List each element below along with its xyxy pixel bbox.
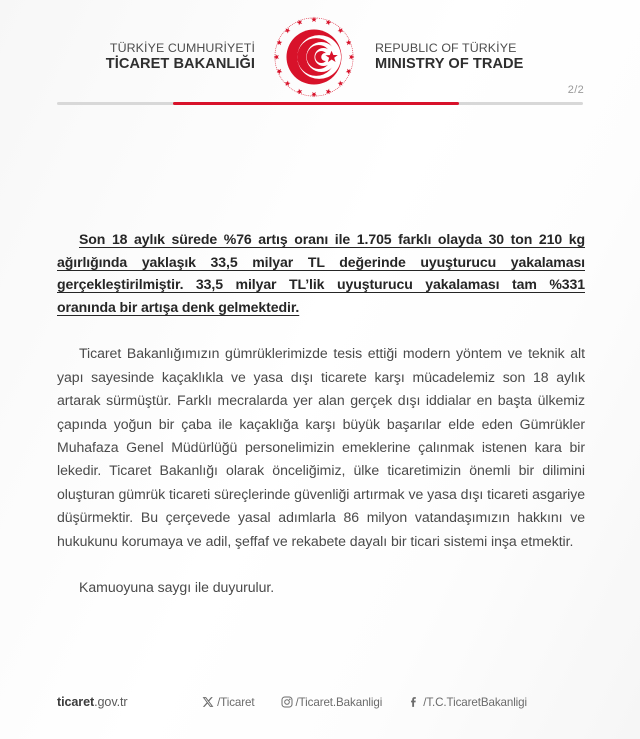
header-divider-accent [173,102,460,105]
brand-english-line1: REPUBLIC OF TÜRKİYE [375,40,517,55]
brand-english [357,41,557,74]
brand-turkish-line1: TÜRKİYE CUMHURİYETİ [109,40,255,55]
header-divider [57,102,583,105]
body-paragraph: Ticaret Bakanlığımızın gümrüklerimizde tesis ettiği modern yöntem ve teknik alt yapı sayesinde kaçaklıkla ve yasa dışı ticarete karşı mücadelemiz son 18 aylık artarak sürmüştür. Farklı mecralarda yer alan gerçek dışı iddialar en başta ülkemiz çapında yoğun bir çaba ile kaçaklığa karşı büyük başarılar elde eden Gümrükler Muhafaza Genel Müdürlüğü personelimizin emeklerine çalınmak istenen kara bir lekedir. Ticaret Bakanlığı olarak önceliğimiz, ülke ticaretimizin önemli bir dilimini oluşturan gümrük ticareti süreçlerinde güvenliği artırmak ve yasa dışı ticareti asgariye düşürmektir. Bu çerçevede yasal adımlarla 86 milyon vatandaşımızın hakkını ve hukukunu korumaya ve adil, şeffaf ve rekabete dayalı bir ticari sistemi inşa etmektir. [57,345,585,549]
brand-turkish [83,41,271,74]
facebook-icon [408,696,420,708]
social-handle-x: /Ticaret [217,695,255,709]
x-twitter-icon [202,696,214,708]
website-url-rest: .gov.tr [94,695,128,709]
social-handle-facebook: /T.C.TicaretBakanligi [423,695,527,709]
social-link-facebook[interactable] [408,696,527,709]
brand-turkish-line2: TİCARET BAKANLIĞI [105,56,255,73]
page-indicator: 2/2 [567,84,584,96]
document-content [57,228,585,599]
social-link-instagram[interactable] [281,696,383,709]
lead-paragraph [57,228,585,318]
header-brand-row [0,22,640,92]
instagram-icon [281,696,293,708]
social-link-x[interactable] [202,696,254,709]
document-footer [57,691,583,713]
ministry-emblem-icon [271,14,357,100]
social-links [202,696,583,709]
brand-english-line2: MINISTRY OF TRADE [375,56,524,73]
social-handle-instagram: /Ticaret.Bakanligi [295,695,383,709]
lead-paragraph-text: Son 18 aylık sürede %76 artış oranı ile 1.705 farklı olayda 30 ton 210 kg ağırlığında yaklaşık 33,5 milyar TL değerinde uyuşturucu yakalaması gerçekleştirilmiştir. 33,5 milyar TL’lik uyuşturucu yakalaması tam %331 oranında bir artışa denk gelmektedir. [57,231,585,315]
document-header [0,0,640,112]
closing-paragraph: Kamuoyuna saygı ile duyurulur. [79,579,275,596]
website-url[interactable] [57,695,127,709]
website-url-bold: ticaret [57,695,95,709]
